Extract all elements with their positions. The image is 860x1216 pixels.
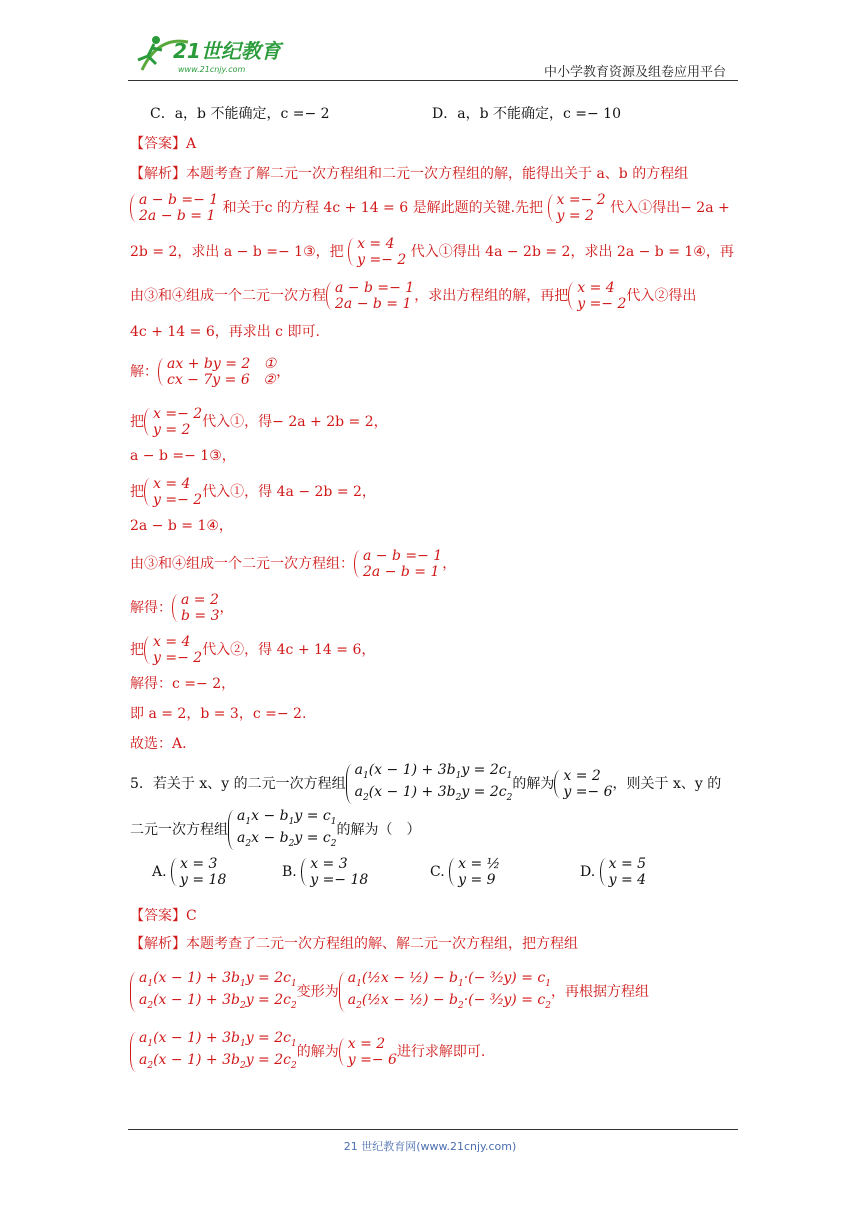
option-d-prev: D．a，b 不能确定，c =− 10 [432, 106, 621, 122]
svg-text:21世纪教育: 21世纪教育 [173, 39, 281, 63]
q4-step5: 由③和④组成一个二元一次方程组： a − b =− 1 2a − b = 1 ， [130, 548, 457, 580]
q5-stem-line2: 二元一次方程组 $a_1x - b_1y = c_1$ $a_2x - b_2y = c_2$ 的解为（ ） [130, 808, 420, 852]
q5-option-d: D. x = 5 y = 4 [580, 856, 647, 888]
q4-step8: 解得：c =− 2， [130, 676, 236, 692]
header-divider [128, 80, 738, 81]
page-header [128, 30, 738, 80]
system-ab: a − b =− 1 2a − b = 1 [130, 192, 218, 224]
q4-step4: 2a − b = 1④， [130, 518, 233, 534]
footer-divider [128, 1129, 738, 1130]
q4-step2: a − b =− 1③， [130, 448, 236, 464]
q5-analysis-line3: $a_1(x - 1) + 3b_1y = 2c_1$ $a_2(x - 1) + 3b_2y = 2c_2$ 的解为 x = 2 y =− 6 进行求解即可. [130, 1030, 485, 1074]
q4-answer: 【答案】A [130, 136, 197, 152]
q5-analysis-line2: $a_1(x - 1) + 3b_1y = 2c_1$ $a_2(x - 1) + 3b_2y = 2c_2$ 变形为 $a_1(\frac{1}{2}x$ − ½) − $b_1\cdot(-$ ³⁄₂y) = $c_1$ $a_2(\frac{1}{2}x$ − ½) − $b_2\cdot(-$ ³⁄₂y) = $c_2$ ，再根据方程组 [130, 970, 649, 1014]
q4-step9: 即 a = 2，b = 3，c =− 2. [130, 706, 307, 722]
platform-title: 中小学教育资源及组卷应用平台 [543, 65, 726, 80]
q4-step7: 把 x = 4 y =− 2 代入②，得 4c + 14 = 6， [130, 634, 376, 666]
q4-step3: 把 x = 4 y =− 2 代入①，得 4a − 2b = 2， [130, 476, 376, 508]
q4-analysis-line3: 2b = 2，求出 a − b =− 1③，把 x = 4 y =− 2 代入①得出 4a − 2b = 2，求出 2a − b = 1④，再 [130, 236, 734, 268]
q4-analysis-line4: 由③和④组成一个二元一次方程 a − b =− 1 2a − b = 1 ，求出方程组的解，再把 x = 4 y =− 2 代入②得出 [130, 280, 697, 312]
q5-option-b: B. x = 3 y =− 18 [282, 856, 369, 888]
q4-step6: 解得： a = 2 b = 3 ， [130, 592, 234, 624]
logo-icon [128, 30, 298, 76]
q4-step1: 把 x =− 2 y = 2 代入①，得− 2a + 2b = 2， [130, 406, 388, 438]
q5-answer: 【答案】C [130, 908, 197, 924]
q4-analysis-line2: a − b =− 1 2a − b = 1 和关于c 的方程 4c + 14 = 6 是解此题的关键.先把 x =− 2 y = 2 代入①得出− 2a + [130, 192, 730, 224]
option-c-prev: C．a，b 不能确定，c =− 2 [150, 106, 330, 122]
q4-analysis-line5: 4c + 14 = 6，再求出 c 即可. [130, 324, 320, 340]
q4-step10: 故选：A. [130, 736, 187, 752]
q5-option-c: C. x = ½ y = 9 [430, 856, 501, 888]
q5-analysis: 【解析】本题考查了二元一次方程组的解、解二元一次方程组，把方程组 [130, 936, 578, 952]
q5-option-a: A. x = 3 y = 18 [152, 856, 227, 888]
q4-analysis-intro: 【解析】本题考查了解二元一次方程组和二元一次方程组的解，能得出关于 a、b 的方程组 [130, 166, 689, 182]
page-footer: 21 世纪教育网(www.21cnjy.com) [343, 1140, 517, 1153]
q5-stem-line1: 5．若关于 x、y 的二元一次方程组 $a_1(x - 1) + 3b_1y = 2c_1$ $a_2(x - 1) + 3b_2y = 2c_2$ 的解为 x = 2 y =− 6 ，则关于 x、y 的 [130, 762, 721, 806]
logo-url: www.21cnjy.com [178, 65, 246, 74]
q4-solution-start: 解： ax + by = 2 ① cx − 7y = 6 ② ， [130, 356, 291, 388]
